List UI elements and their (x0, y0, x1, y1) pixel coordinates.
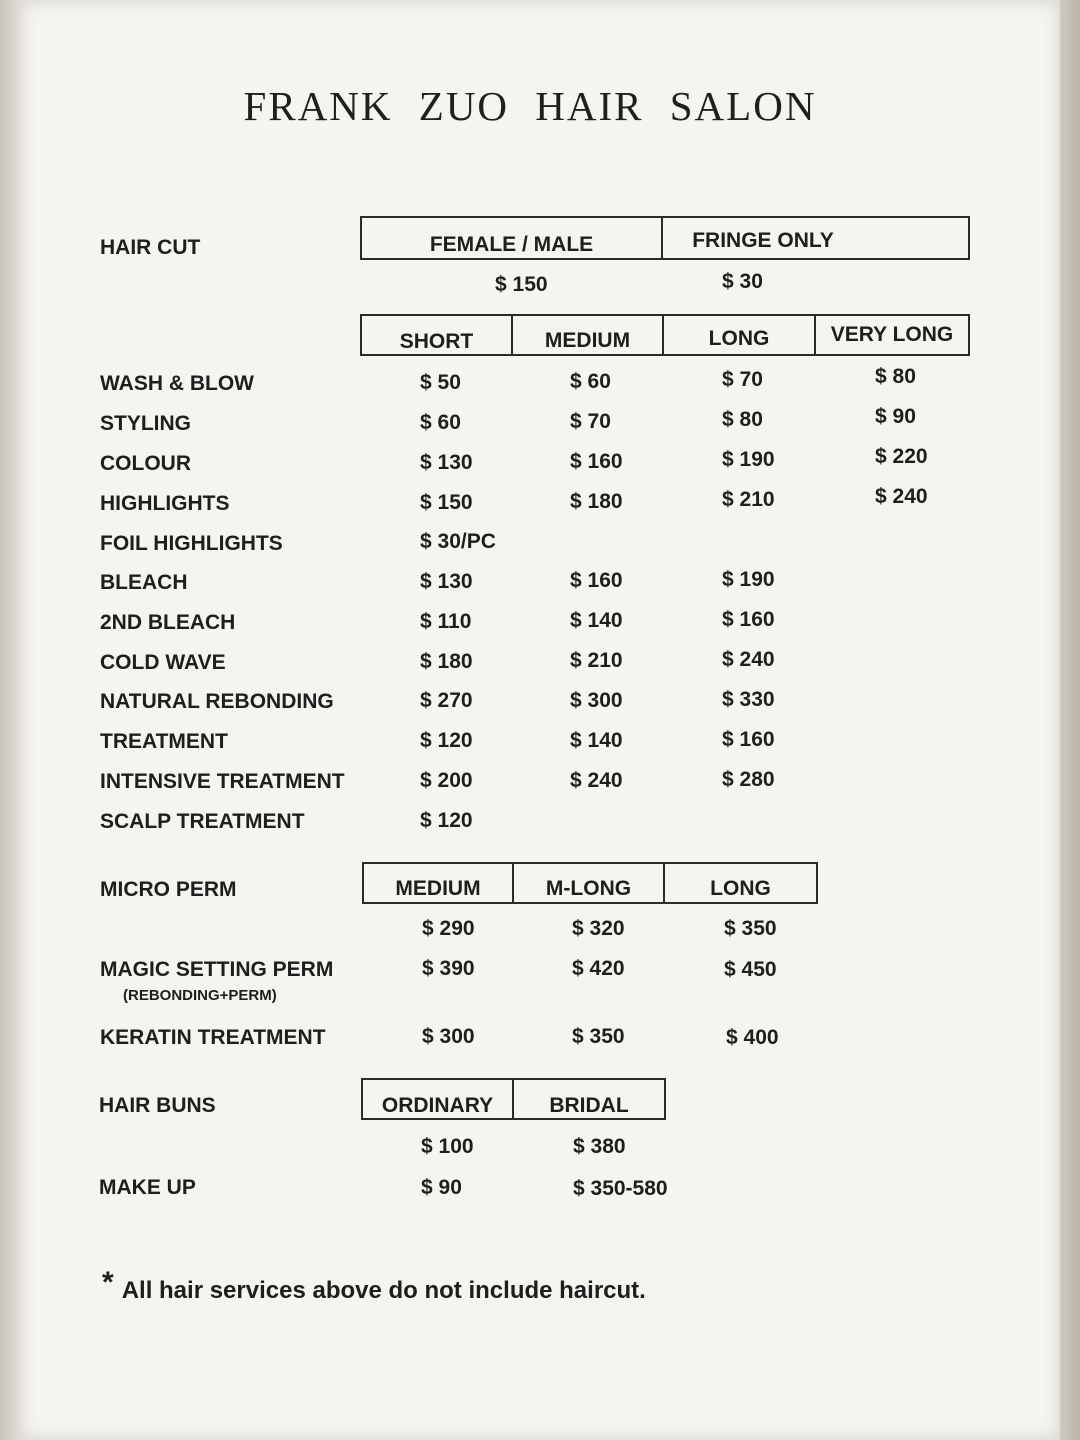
service-name: COLD WAVE (100, 651, 226, 674)
service-price-short: $ 270 (420, 689, 473, 712)
magic-perm-price-long: $ 450 (724, 958, 777, 981)
service-price-short: $ 180 (420, 650, 473, 673)
service-price-short: $ 60 (420, 411, 461, 434)
footnote-star: * (102, 1266, 114, 1299)
service-price-medium: $ 160 (570, 450, 623, 473)
service-price-medium: $ 70 (570, 410, 611, 433)
service-price-short: $ 120 (420, 809, 473, 832)
service-price-short: $ 130 (420, 570, 473, 593)
service-name: NATURAL REBONDING (100, 690, 334, 713)
service-price-medium: $ 210 (570, 649, 623, 672)
keratin-price-m-long: $ 350 (572, 1025, 625, 1048)
service-price-medium: $ 300 (570, 689, 623, 712)
service-price-long: $ 210 (722, 488, 775, 511)
buns-price-bridal: $ 380 (573, 1135, 626, 1158)
service-price-long: $ 240 (722, 648, 775, 671)
service-name: HIGHLIGHTS (100, 492, 230, 515)
haircut-header-female-male: FEMALE / MALE (429, 233, 594, 256)
service-name: COLOUR (100, 452, 191, 475)
service-name: BLEACH (100, 571, 188, 594)
length-header-long: LONG (708, 327, 770, 350)
service-price-long: $ 190 (722, 568, 775, 591)
service-price-short: $ 130 (420, 451, 473, 474)
makeup-label: MAKE UP (99, 1176, 196, 1199)
length-header-very-long: VERY LONG (830, 323, 954, 346)
service-name: 2ND BLEACH (100, 611, 236, 634)
footnote-text: All hair services above do not include haircut. (121, 1277, 646, 1304)
perm-header-long: LONG (710, 877, 771, 900)
makeup-price-bridal: $ 350-580 (573, 1177, 668, 1200)
micro-perm-price-long: $ 350 (724, 917, 777, 940)
service-price-long: $ 80 (722, 408, 763, 431)
micro-perm-price-medium: $ 290 (422, 917, 475, 940)
haircut-header-fringe-only: FRINGE ONLY (692, 229, 834, 252)
service-price-long: $ 160 (722, 608, 775, 631)
keratin-label: KERATIN TREATMENT (100, 1026, 326, 1049)
haircut-price-fringe-only: $ 30 (722, 270, 763, 293)
buns-header-bridal: BRIDAL (549, 1094, 629, 1117)
service-name: INTENSIVE TREATMENT (100, 770, 345, 793)
service-price-short: $ 200 (420, 769, 473, 792)
service-price-long: $ 70 (722, 368, 763, 391)
service-price-very-long: $ 240 (875, 485, 928, 508)
service-price-medium: $ 140 (570, 609, 623, 632)
haircut-label: HAIR CUT (100, 236, 201, 259)
service-price-very-long: $ 80 (875, 365, 916, 388)
length-header-short: SHORT (399, 330, 474, 353)
makeup-price-ordinary: $ 90 (421, 1176, 462, 1199)
service-price-long: $ 190 (722, 448, 775, 471)
micro-perm-label: MICRO PERM (100, 878, 237, 901)
service-name: TREATMENT (100, 730, 228, 753)
service-price-very-long: $ 90 (875, 405, 916, 428)
magic-perm-label: MAGIC SETTING PERM (100, 958, 334, 981)
service-price-short: $ 120 (420, 729, 473, 752)
background-left-edge (0, 0, 20, 1440)
service-price-medium: $ 160 (570, 569, 623, 592)
footnote (102, 1266, 646, 1305)
magic-perm-price-medium: $ 390 (422, 957, 475, 980)
perm-header-m-long: M-LONG (545, 877, 632, 900)
service-price-long: $ 280 (722, 768, 775, 791)
service-price-long: $ 330 (722, 688, 775, 711)
haircut-price-female-male: $ 150 (495, 273, 548, 296)
service-name: WASH & BLOW (100, 372, 254, 395)
service-price-medium: $ 180 (570, 490, 623, 513)
service-price-medium: $ 60 (570, 370, 611, 393)
service-price-long: $ 160 (722, 728, 775, 751)
keratin-price-long: $ 400 (726, 1026, 779, 1049)
service-price-medium: $ 140 (570, 729, 623, 752)
service-price-very-long: $ 220 (875, 445, 928, 468)
service-price-short: $ 110 (420, 610, 472, 633)
service-price-short: $ 30/PC (420, 530, 496, 553)
magic-perm-price-m-long: $ 420 (572, 957, 625, 980)
micro-perm-price-m-long: $ 320 (572, 917, 625, 940)
perm-header-medium: MEDIUM (395, 877, 481, 900)
service-name: FOIL HIGHLIGHTS (100, 532, 283, 555)
buns-price-ordinary: $ 100 (421, 1135, 474, 1158)
page-title: FRANK ZUO HAIR SALON (243, 83, 817, 129)
service-name: STYLING (100, 412, 192, 435)
service-name: SCALP TREATMENT (100, 810, 305, 833)
keratin-price-medium: $ 300 (422, 1025, 475, 1048)
length-header-medium: MEDIUM (544, 329, 631, 352)
background-right-edge (1060, 0, 1080, 1440)
hair-buns-label: HAIR BUNS (99, 1094, 216, 1117)
service-price-medium: $ 240 (570, 769, 623, 792)
buns-header-ordinary: ORDINARY (381, 1094, 494, 1117)
service-price-short: $ 50 (420, 371, 461, 394)
magic-perm-sublabel: (REBONDING+PERM) (123, 987, 277, 1004)
service-price-short: $ 150 (420, 491, 473, 514)
